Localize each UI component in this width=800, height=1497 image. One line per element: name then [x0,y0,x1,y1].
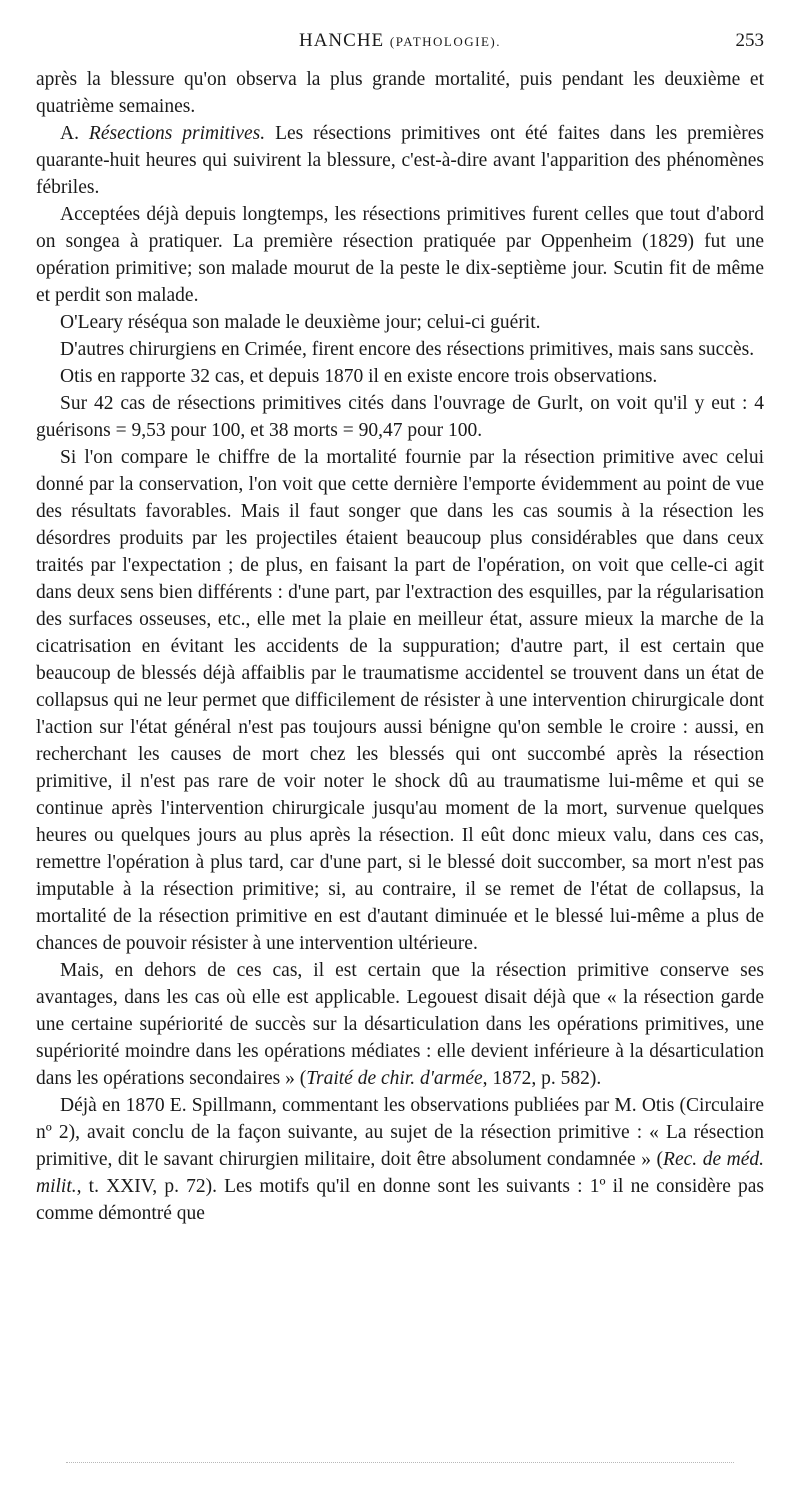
citation-title: Traité de chir. d'armée [306,1068,483,1089]
citation-title: Rec. de méd. milit. [36,1149,764,1197]
paragraph-2: A. Résections primitives. Les résections primitives ont été faites dans les premières quarante-huit heures qui suivirent la blessure, c'est-à-dire avant l'apparition des phénomènes fébriles. [36,123,765,198]
paragraph-10: Déjà en 1870 E. Spillmann, commentant les observations publiées par M. Otis (Circulaire nº 2), avait conclu de la façon suivante, au sujet de la résection primitive : « La résection primitive, dit le savant chirurgien militaire, doit être absolument condamnée » (Rec. de méd. milit., t. XXIV, p. 72). Les motifs qu'il en donne sont les suivants : 1º il ne considère pas comme démontré que [36,1095,764,1224]
paragraph-8: Si l'on compare le chiffre de la mortalité fournie par la résection primitive avec celui donné par la conservation, l'on voit que cette dernière l'emporte évidemment au point de vue des résultats favorables. Mais il faut songer que dans les cas soumis à la résection les désordres produits par les projectiles étaient beaucoup plus considérables que dans ceux traités par l'expectation ; de plus, en faisant la part de l'opération, on voit que celle-ci agit dans deux sens bien différents : d'une part, par l'extraction des esquilles, par la régularisation des surfaces osseuses, etc., elle met la plaie en meilleur état, assure mieux la marche de la cicatrisation en évitant les accidents de la suppuration; d'autre part, il est certain que beaucoup de blessés déjà affaiblis par le traumatisme accidentel se trouvent dans un état de collapsus qui ne leur permet que difficilement de résister à une intervention chirurgicale dont l'action sur l'état général n'est pas toujours aussi bénigne qu'on semble le croire : aussi, en recherchant les causes de mort chez les blessés qui ont succombé après la résection primitive, il n'est pas rare de voir noter le shock dû au traumatisme lui-même et qui se continue après l'intervention chirurgicale jusqu'au moment de la mort, survenue quelques heures ou quelques jours au plus après la résection. Il eût donc mieux valu, dans ces cas, remettre l'opération à plus tard, car d'une part, si le blessé doit succomber, sa mort n'est pas imputable à la résection primitive; si, au contraire, il se remet de l'état de collapsus, la mortalité de la résection primitive en est d'autant diminuée et le blessé lui-même a plus de chances de pouvoir résister à une intervention ultérieure. [36,447,764,954]
running-title-main: HANCHE [298,30,385,51]
paragraph-3: Acceptées déjà depuis longtemps, les résections primitives furent celles que tout d'abord on songea à pratiquer. La première résection pratiquée par Oppenheim (1829) fut une opération primitive; son malade mourut de la peste le dix-septième jour. Scutin fit de même et perdit son malade. [36,204,764,306]
page-number: 253 [735,30,764,51]
paragraph-6: Otis en rapporte 32 cas, et depuis 1870 il en existe encore trois observations. [60,366,658,387]
paragraph-7: Sur 42 cas de résections primitives cités dans l'ouvrage de Gurlt, on voit qu'il y eut : 4 guérisons = 9,53 pour 100, et 38 morts = 90,47 pour 100. [36,393,764,441]
paragraph-4: O'Leary réséqua son malade le deuxième jour; celui-ci guérit. [60,312,541,333]
book-page [36,0,764,1497]
paragraph-5: D'autres chirurgiens en Crimée, firent encore des résections primitives, mais sans succès. [60,339,755,360]
paragraph-1: après la blessure qu'on observa la plus grande mortalité, puis pendant les deuxième et quatrième semaines. [36,69,764,117]
section-label: A. [60,123,79,144]
running-title [36,30,764,52]
running-header [36,30,764,54]
running-title-sub: (PATHOLOGIE). [389,34,502,49]
section-heading: Résections primitives. [88,123,266,144]
paragraph-9: Mais, en dehors de ces cas, il est certain que la résection primitive conserve ses avantages, dans les cas où elle est applicable. Legouest disait déjà que « la résection garde une certaine supériorité de succès sur la désarticulation dans les opérations primitives, une supériorité moindre dans les opérations médiates : elle devient inférieure à la désarticulation dans les opérations secondaires » (Traité de chir. d'armée, 1872, p. 582). [36,960,764,1089]
page-body [36,66,764,1227]
scan-artifact [66,1462,734,1465]
